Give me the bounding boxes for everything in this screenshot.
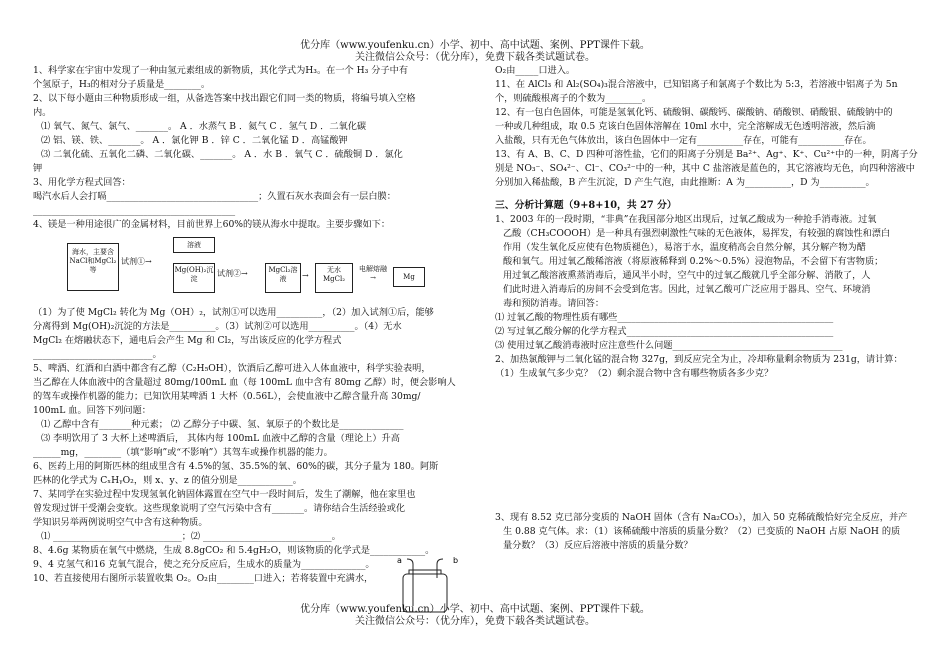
q12: 12、有一包白色固体，可能是氢氧化钙、硫酸铜、碳酸钙、碳酸钠、硝酸钡、硝酸银、硫酸钠中的 [495,107,893,118]
q7: 7、某同学在实验过程中发现氢氧化钠固体露置在空气中一段时间后，发生了潮解，他在家里也 [33,489,416,500]
flow-mg-box: Mg [393,267,425,287]
q5-line4: 100mL 血。回答下列问题： [33,405,151,416]
q6: 6、医药上用的阿斯匹林的组成里含有 4.5%的氢、35.5%的氧、60%的碳，其分子量为 180。阿斯 [33,461,439,472]
flow-electrolysis-label: 电解熔融 → [359,265,387,282]
q5-sub3: ⑶ 李明饮用了 3 大杯上述啤酒后， 其体内每 100mL 血液中乙醇的含量（理论上）升高 [41,433,400,444]
q2: 2、以下每小题由三种物质形成一组，从备选答案中找出跟它们同一类的物质，将编号填入空格 [33,93,416,104]
label-a: a [397,556,402,565]
calc-1: 1、2003 年的一段时期，“非典”在我国部分地区出现后，过氧乙酸成为一种抢手消毒液。过氧 [495,214,877,225]
footer-line-2: 关注微信公众号：（优分库），免费下载各类试题试卷。 [355,616,595,627]
q12-line2: 一种或几种组成，取 0.5 克该白色固体溶解在 10ml 水中，完全溶解成无色透明溶液，然后滴 [495,121,876,132]
q2-line2: 内。 [33,107,52,118]
calc-1-line3: 作用（发生氧化反应使有色物质褪色），易溶于水，温度稍高会自然分解，其分解产物为醋 [503,242,866,253]
tube-a-bend [407,559,413,564]
left-column [33,64,483,586]
q7-line3: 学知识另举两例说明空气中含有这种物质。 [33,517,208,528]
calc-1-line2: 乙酸（CH₃COOOH）是一种具有强烈刺激性气味的无色液体，易挥发，有较强的腐蚀性和漂白 [503,228,891,239]
calc-1-q2: ⑵ 写过氧乙酸分解的化学方程式_____________________________________________ [495,326,834,337]
q4-part4: __________________________。 [33,349,162,360]
q11-line2: 个，则硫酸根离子的个数为________。 [495,93,652,104]
calc-1-q1: ⑴ 过氧乙酸的物理性质有哪些_______________________________________________ [495,312,834,323]
flow-reagent2-text: 试剂② [217,269,241,278]
q1-line2: 个氢原子，H₃的相对分子质量是________。 [33,79,211,90]
q10-continued: O₂由_____口进入。 [495,65,576,76]
q5-sub3-line2: ______mg，________（填“影响”或“不影响”）其驾车或操作机器的能力。 [33,447,333,458]
q6-line2: 匹林的化学式为 CₓHᵧO₂，则 x、y、z 的值分别是____________。 [33,475,302,486]
q4: 4、镁是一种用途很广的金属材料，目前世界上60%的镁从海水中提取。主要步骤如下： [33,219,391,230]
calc-3-line2: 生 0.88 克气体。求：（1）该稀硫酸中溶质的质量分数？（2）已变质的 NaOH 占原 NaOH 的质 [503,526,901,537]
q4-part1: （1）为了使 MgCl₂ 转化为 Mg（OH）₂，试剂①可以选用__________，（2）加入试剂①后，能够 [33,307,434,318]
section-3-title: 三、分析计算题（9+8+10，共 27 分） [495,200,677,211]
q5-line3: 的驾车或操作机器的能力；已知饮用某啤酒 1 大杯（0.56L），会使血液中乙醇含量升高 30mg/ [33,391,421,402]
footer-line-1: 优分库（www.youfenku.cn）小学、初中、高中试题、案例、PPT课件下载。 [300,604,650,615]
page-footer [0,604,950,628]
flow-reagent2-label: 试剂②→ [217,269,248,278]
bottle-neck [409,570,441,574]
q4-part2: 分离得到 Mg(OH)₂沉淀的方法是__________。（3）试剂②可以选用__________。（4）无水 [33,321,402,332]
flow-solution-box: 溶液 [173,237,215,253]
q5-line2: 当乙醇在人体血液中的含量超过 80mg/100mL 血（每 100mL 血中含有 80mg 乙醇）时，便会影响人 [33,377,456,388]
q5: 5、啤酒、红酒和白酒中都含有乙醇（C₂H₅OH），饮酒后乙醇可进入人体血液中，科学实验表明， [33,363,431,374]
q13-line2: 别是 NO₃⁻、SO₄²⁻、Cl⁻、CO₃²⁻中的一种，其中 C 盐溶液是蓝色的，其它溶液均无色，向四种溶液中 [495,163,915,174]
label-b: b [453,556,459,565]
calc-1-line5: 用过氧乙酸溶液熏蒸消毒后，通风半小时，空气中的过氧乙酸就几乎全部分解、消散了，人 [503,270,871,281]
right-column [495,64,920,553]
flow-seawater-box: 海水，主要含NaCl和MgCl₂等 [67,243,119,291]
flow-mgcl2-solution-box: MgCl₂溶液 [265,263,301,293]
q4-part3: MgCl₂ 在熔融状态下，通电后会产生 Mg 和 Cl₂，写出该反应的化学方程式 [33,335,342,346]
flow-precipitate-box: Mg(OH)₂沉淀 [173,263,215,293]
q2-sub2: ⑵ 铝、镁、铁、_______。 A ．氯化钾 B ．锌 C ．二氧化锰 D ．高锰酸钾 [41,135,348,146]
q10: 10、若直接使用右图所示装置收集 O₂。O₂由________口进入；若将装置中充满水， [33,573,374,584]
q7-answers: ⑴ ____________________________；⑵ ____________________________。 [41,531,341,542]
calc-3-line3: 量分数？（3）反应后溶液中溶质的质量分数？ [503,540,693,551]
header-line-1: 优分库（www.youfenku.cn）小学、初中、高中试题、案例、PPT课件下载。 [300,40,650,51]
q2-sub3: ⑶ 二氧化硫、五氧化二磷、二氧化碳、_______。 A ．水 B ．氧气 C ．硫酸铜 D ．氯化 [41,149,403,160]
q8: 8、4.6g 某物质在氧气中燃烧，生成 8.8gCO₂ 和 5.4gH₂O，则该物质的化学式是____________。 [33,545,435,556]
flow-arrow-3: → [302,271,309,280]
q11: 11、在 AlCl₃ 和 Al₂(SO₄)₃混合溶液中，已知铝离子和氯离子个数比为 5:3，若溶液中铝离子为 5n [495,79,898,90]
q3-line3: ____________________________________________ [33,205,236,216]
header-line-2: 关注微信公众号：（优分库），免费下载各类试题试卷。 [355,52,595,63]
q12-line3: 入盐酸，只有无色气体放出，该白色固体中一定有__________存在，可能有__________存在。 [495,135,872,146]
q3-line2: 喝汽水后人会打嗝_________________________________；久置石灰水表面会有一层白膜： [33,191,396,202]
calc-1-line6: 们此时进入消毒后的房间不会受到危害。因此，过氧乙酸可广泛应用于器具、空气、环境消 [503,284,871,295]
q2-sub3-line2: 钾 [33,163,43,174]
calc-1-q3: ⑶ 使用过氧乙酸消毒液时应注意些什么问题_____________________________________ [495,340,843,351]
q13-line3: 分别加入稀盐酸，B 产生沉淀，D 产生气泡，由此推断：A 为__________，D 为__________。 [495,177,875,188]
calc-1-line4: 酸和氧气。用过氧乙酸稀溶液（将原液稀释到 0.2%～0.5%）浸泡物品，不会留下有害物质； [503,256,884,267]
flow-anhydrous-box: 无水MgCl₂ [315,263,353,293]
calc-2: 2、加热氯酸钾与二氧化锰的混合物 327g，到反应完全为止，冷却称量剩余物质为 231g，请计算： [495,354,903,365]
q1: 1、科学家在宇宙中发现了一种由氢元素组成的新物质，其化学式为H₃。在一个 H₃ 分子中有 [33,65,409,76]
calc-3: 3、现有 8.52 克已部分变质的 NaOH 固体（含有 Na₂CO₃），加入 50 克稀硫酸恰好完全反应，并产 [495,512,908,523]
q2-sub1: ⑴ 氧气、氮气、氯气、_______。 A ．水蒸气 B ．氦气 C ．氢气 D ．二氧化碳 [41,121,367,132]
q3: 3、用化学方程式回答： [33,177,131,188]
q9: 9、4 克氢气和16 克氧气混合，使之充分反应后，生成水的质量为______________。 [33,559,375,570]
flow-electrolysis-text: 电解熔融 [359,265,387,273]
q7-line2: 曾发现过饼干受潮会变软。这些现象说明了空气污染中含有_______。请你结合生活经验或化 [33,503,406,514]
calc-2-line2: （1）生成氧气多少克？（2）剩余混合物中含有哪些物质各多少克？ [495,368,774,379]
page-header [0,40,950,64]
flow-reagent1-text: 试剂① [121,257,145,266]
magnesium-flowchart [67,235,483,303]
calc-1-line7: 毒和预防消毒。请回答： [503,298,605,309]
tube-b-bend [437,559,443,564]
q5-sub1: ⑴ 乙醇中含有_______种元素； ⑵ 乙醇分子中碳、氢、氧原子的个数比是______________ [41,419,404,430]
flow-reagent1-label: 试剂①→ [121,257,152,266]
q13: 13、有 A、B、C、D 四种可溶性盐，它们的阳离子分别是 Ba²⁺、Ag⁺、K⁺、Cu²⁺中的一种，阴离子分 [495,149,918,160]
